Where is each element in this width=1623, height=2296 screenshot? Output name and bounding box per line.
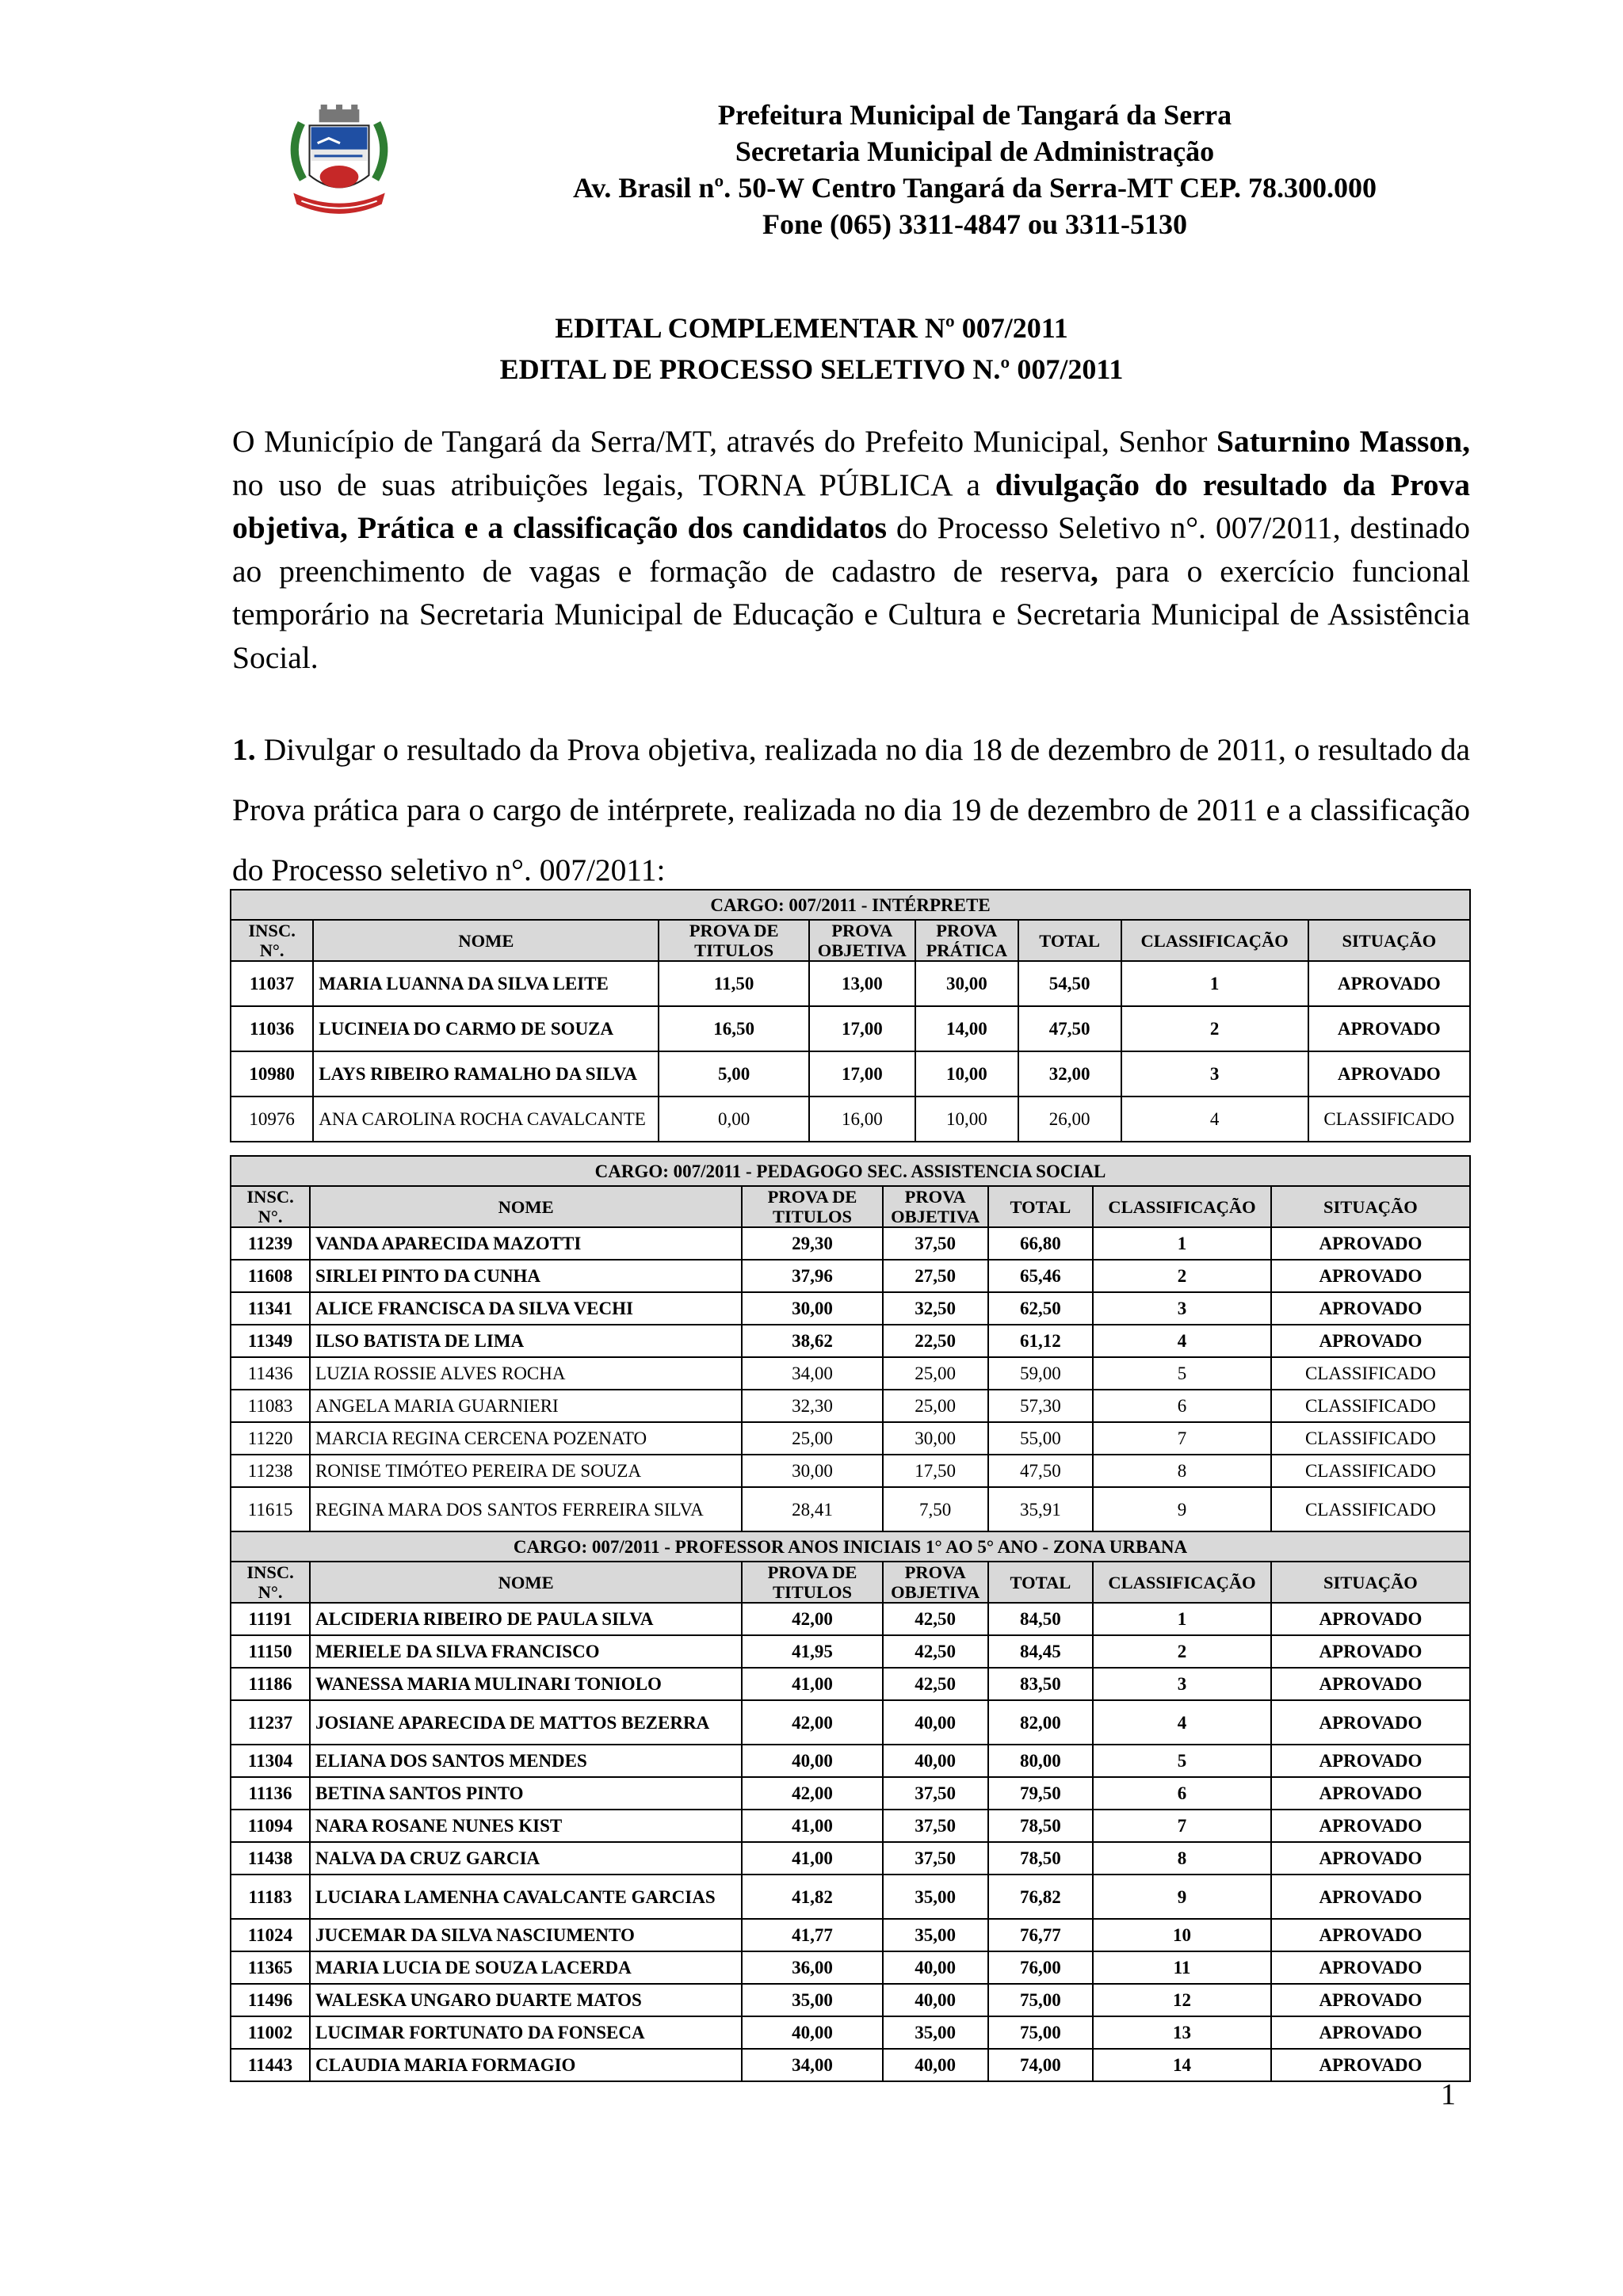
cell-titulos: 40,00: [742, 2016, 883, 2049]
table-row: [231, 1357, 1470, 1390]
cell-titulos: 37,96: [742, 1260, 883, 1292]
col-pratica: PROVA PRÁTICA: [915, 920, 1018, 961]
cell-objetiva: 35,00: [883, 1919, 988, 1951]
document-titles: [0, 307, 1623, 390]
cell-insc: 10976: [231, 1097, 313, 1142]
table-row: [231, 1984, 1470, 2016]
cell-situacao: APROVADO: [1271, 1325, 1470, 1357]
cell-nome: LUCIARA LAMENHA CAVALCANTE GARCIAS: [310, 1875, 742, 1919]
cell-total: 59,00: [988, 1357, 1094, 1390]
cell-objetiva: 35,00: [883, 1875, 988, 1919]
cell-class: 5: [1093, 1745, 1271, 1777]
col-situacao: SITUAÇÃO: [1271, 1562, 1470, 1603]
cell-objetiva: 40,00: [883, 1745, 988, 1777]
letterhead: [333, 97, 1617, 242]
cell-class: 7: [1093, 1422, 1271, 1455]
table-row: [231, 1227, 1470, 1260]
cell-insc: 11150: [231, 1635, 310, 1668]
cell-nome: ILSO BATISTA DE LIMA: [310, 1325, 742, 1357]
col-classificacao: CLASSIFICAÇÃO: [1093, 1186, 1271, 1227]
letterhead-line-1: Prefeitura Municipal de Tangará da Serra: [717, 99, 1232, 131]
table-row: [231, 1745, 1470, 1777]
cell-class: 3: [1093, 1292, 1271, 1325]
col-objetiva: PROVA OBJETIVA: [883, 1562, 988, 1603]
table-row: [231, 1810, 1470, 1842]
cell-objetiva: 40,00: [883, 2049, 988, 2081]
cell-nome: ALCIDERIA RIBEIRO DE PAULA SILVA: [310, 1603, 742, 1635]
cell-total: 78,50: [988, 1810, 1094, 1842]
cell-insc: 11608: [231, 1260, 310, 1292]
cell-titulos: 41,82: [742, 1875, 883, 1919]
cell-total: 61,12: [988, 1325, 1094, 1357]
cell-nome: MERIELE DA SILVA FRANCISCO: [310, 1635, 742, 1668]
cell-titulos: 5,00: [659, 1051, 808, 1097]
cell-class: 12: [1093, 1984, 1271, 2016]
intro-paragraph: [232, 420, 1470, 679]
cell-nome: MARIA LUANNA DA SILVA LEITE: [313, 961, 659, 1006]
cell-total: 55,00: [988, 1422, 1094, 1455]
table-row: [231, 1668, 1470, 1700]
col-situacao: SITUAÇÃO: [1308, 920, 1470, 961]
cell-class: 1: [1093, 1603, 1271, 1635]
cell-class: 14: [1093, 2049, 1271, 2081]
cell-situacao: APROVADO: [1271, 1227, 1470, 1260]
col-classificacao: CLASSIFICAÇÃO: [1121, 920, 1308, 961]
table-row: [231, 1422, 1470, 1455]
table-row: [231, 1292, 1470, 1325]
cell-insc: 11239: [231, 1227, 310, 1260]
cell-objetiva: 16,00: [809, 1097, 915, 1142]
cell-titulos: 0,00: [659, 1097, 808, 1142]
cell-titulos: 25,00: [742, 1422, 883, 1455]
col-total: TOTAL: [1018, 920, 1121, 961]
cell-insc: 11615: [231, 1487, 310, 1531]
cell-objetiva: 40,00: [883, 1700, 988, 1745]
cell-nome: ALICE FRANCISCA DA SILVA VECHI: [310, 1292, 742, 1325]
cell-pratica: 10,00: [915, 1051, 1018, 1097]
cell-insc: 11443: [231, 2049, 310, 2081]
cell-total: 75,00: [988, 1984, 1094, 2016]
cell-insc: 11186: [231, 1668, 310, 1700]
table-row: [231, 1603, 1470, 1635]
cell-total: 80,00: [988, 1745, 1094, 1777]
table-row: [231, 1951, 1470, 1984]
title-edital-complementar: EDITAL COMPLEMENTAR Nº 007/2011: [555, 312, 1068, 344]
col-titulos: PROVA DE TITULOS: [742, 1562, 883, 1603]
cell-total: 32,00: [1018, 1051, 1121, 1097]
cell-objetiva: 17,50: [883, 1455, 988, 1487]
col-objetiva: PROVA OBJETIVA: [883, 1186, 988, 1227]
cell-insc: 11220: [231, 1422, 310, 1455]
table-row: [231, 1777, 1470, 1810]
cell-insc: 11036: [231, 1006, 313, 1051]
cell-situacao: APROVADO: [1308, 1006, 1470, 1051]
cell-class: 13: [1093, 2016, 1271, 2049]
col-insc: INSC. N°.: [231, 1562, 310, 1603]
cell-situacao: APROVADO: [1308, 1051, 1470, 1097]
cell-nome: LUCINEIA DO CARMO DE SOUZA: [313, 1006, 659, 1051]
cargo-band: CARGO: 007/2011 - INTÉRPRETE: [231, 890, 1470, 920]
cell-total: 76,77: [988, 1919, 1094, 1951]
cell-titulos: 34,00: [742, 1357, 883, 1390]
cell-class: 2: [1121, 1006, 1308, 1051]
cell-objetiva: 30,00: [883, 1422, 988, 1455]
cell-class: 1: [1093, 1227, 1271, 1260]
cell-nome: MARIA LUCIA DE SOUZA LACERDA: [310, 1951, 742, 1984]
cell-situacao: APROVADO: [1271, 1810, 1470, 1842]
cell-nome: ANGELA MARIA GUARNIERI: [310, 1390, 742, 1422]
col-nome: NOME: [310, 1186, 742, 1227]
cell-insc: 11436: [231, 1357, 310, 1390]
letterhead-line-4: Fone (065) 3311-4847 ou 3311-5130: [762, 208, 1187, 240]
title-edital-processo: EDITAL DE PROCESSO SELETIVO N.º 007/2011: [499, 353, 1124, 385]
cell-objetiva: 37,50: [883, 1777, 988, 1810]
cell-pratica: 30,00: [915, 961, 1018, 1006]
table-row: [231, 1842, 1470, 1875]
item-1-paragraph: [232, 719, 1470, 900]
cell-titulos: 30,00: [742, 1455, 883, 1487]
cell-insc: 11237: [231, 1700, 310, 1745]
cell-situacao: APROVADO: [1271, 1745, 1470, 1777]
cell-insc: 10980: [231, 1051, 313, 1097]
cell-objetiva: 13,00: [809, 961, 915, 1006]
col-nome: NOME: [310, 1562, 742, 1603]
cell-situacao: APROVADO: [1271, 1777, 1470, 1810]
cell-class: 10: [1093, 1919, 1271, 1951]
cell-class: 2: [1093, 1635, 1271, 1668]
cell-objetiva: 27,50: [883, 1260, 988, 1292]
cell-insc: 11002: [231, 2016, 310, 2049]
col-total: TOTAL: [988, 1186, 1094, 1227]
cell-objetiva: 42,50: [883, 1668, 988, 1700]
cell-class: 4: [1093, 1325, 1271, 1357]
cell-total: 76,82: [988, 1875, 1094, 1919]
cell-objetiva: 22,50: [883, 1325, 988, 1357]
cell-total: 35,91: [988, 1487, 1094, 1531]
cell-class: 3: [1093, 1668, 1271, 1700]
cell-objetiva: 42,50: [883, 1635, 988, 1668]
cell-situacao: APROVADO: [1271, 1951, 1470, 1984]
cell-nome: LUZIA ROSSIE ALVES ROCHA: [310, 1357, 742, 1390]
cell-titulos: 41,00: [742, 1668, 883, 1700]
cell-total: 79,50: [988, 1777, 1094, 1810]
col-insc: INSC. N°.: [231, 1186, 310, 1227]
cell-titulos: 30,00: [742, 1292, 883, 1325]
cell-insc: 11304: [231, 1745, 310, 1777]
intro-bold-2: divulgação do resultado da Prova objetiva, Prática e a classificação dos candidatos: [232, 467, 1470, 545]
col-objetiva: PROVA OBJETIVA: [809, 920, 915, 961]
cell-titulos: 16,50: [659, 1006, 808, 1051]
table-row: [231, 1051, 1470, 1097]
cell-titulos: 42,00: [742, 1603, 883, 1635]
cell-objetiva: 32,50: [883, 1292, 988, 1325]
cell-insc: 11037: [231, 961, 313, 1006]
col-titulos: PROVA DE TITULOS: [659, 920, 808, 961]
cell-situacao: APROVADO: [1271, 1635, 1470, 1668]
cell-total: 76,00: [988, 1951, 1094, 1984]
table-pedagogo-professor: [230, 1155, 1471, 2082]
cell-class: 11: [1093, 1951, 1271, 1984]
letterhead-line-3: Av. Brasil nº. 50-W Centro Tangará da Serra-MT CEP. 78.300.000: [573, 172, 1377, 204]
cell-situacao: APROVADO: [1271, 1700, 1470, 1745]
cell-nome: VANDA APARECIDA MAZOTTI: [310, 1227, 742, 1260]
cell-total: 84,50: [988, 1603, 1094, 1635]
cell-situacao: CLASSIFICADO: [1271, 1455, 1470, 1487]
cell-objetiva: 17,00: [809, 1006, 915, 1051]
cell-objetiva: 7,50: [883, 1487, 988, 1531]
table-row: [231, 1635, 1470, 1668]
cell-titulos: 41,77: [742, 1919, 883, 1951]
cell-insc: 11136: [231, 1777, 310, 1810]
item-1-number: 1.: [232, 732, 256, 767]
table-row: [231, 1097, 1470, 1142]
table-row: [231, 1006, 1470, 1051]
table-row: [231, 1455, 1470, 1487]
cell-titulos: 41,95: [742, 1635, 883, 1668]
cell-total: 65,46: [988, 1260, 1094, 1292]
cell-nome: CLAUDIA MARIA FORMAGIO: [310, 2049, 742, 2081]
cell-objetiva: 37,50: [883, 1842, 988, 1875]
cell-situacao: APROVADO: [1271, 1292, 1470, 1325]
cell-situacao: APROVADO: [1271, 1919, 1470, 1951]
cell-situacao: APROVADO: [1271, 2049, 1470, 2081]
cell-nome: ELIANA DOS SANTOS MENDES: [310, 1745, 742, 1777]
cell-titulos: 41,00: [742, 1810, 883, 1842]
cell-pratica: 10,00: [915, 1097, 1018, 1142]
cell-objetiva: 35,00: [883, 2016, 988, 2049]
cell-total: 57,30: [988, 1390, 1094, 1422]
cell-situacao: APROVADO: [1271, 1668, 1470, 1700]
table-row: [231, 1260, 1470, 1292]
cell-titulos: 11,50: [659, 961, 808, 1006]
cell-nome: WALESKA UNGARO DUARTE MATOS: [310, 1984, 742, 2016]
cell-insc: 11183: [231, 1875, 310, 1919]
intro-text-2: no uso de suas atribuições legais, TORNA PÚBLICA a: [232, 467, 995, 502]
table-row: [231, 1700, 1470, 1745]
cell-titulos: 28,41: [742, 1487, 883, 1531]
cell-objetiva: 40,00: [883, 1951, 988, 1984]
cell-insc: 11094: [231, 1810, 310, 1842]
cell-insc: 11238: [231, 1455, 310, 1487]
cell-nome: JOSIANE APARECIDA DE MATTOS BEZERRA: [310, 1700, 742, 1745]
table-row: [231, 2016, 1470, 2049]
cell-nome: MARCIA REGINA CERCENA POZENATO: [310, 1422, 742, 1455]
cell-class: 4: [1121, 1097, 1308, 1142]
table-interprete: [230, 889, 1471, 1142]
cargo-band: CARGO: 007/2011 - PROFESSOR ANOS INICIAIS 1° AO 5° ANO - ZONA URBANA: [231, 1531, 1470, 1562]
table-row: [231, 1919, 1470, 1951]
cell-class: 9: [1093, 1875, 1271, 1919]
cell-insc: 11349: [231, 1325, 310, 1357]
cell-insc: 11083: [231, 1390, 310, 1422]
cell-objetiva: 42,50: [883, 1603, 988, 1635]
cargo-band: CARGO: 007/2011 - PEDAGOGO SEC. ASSISTENCIA SOCIAL: [231, 1156, 1470, 1186]
cell-total: 47,50: [988, 1455, 1094, 1487]
cell-total: 75,00: [988, 2016, 1094, 2049]
cell-situacao: APROVADO: [1271, 1984, 1470, 2016]
intro-text-4: para o exercício funcional temporário na Secretaria Municipal de Educação e Cultura e Secretaria Municipal de Assistência Social.: [232, 553, 1470, 675]
cell-nome: RONISE TIMÓTEO PEREIRA DE SOUZA: [310, 1455, 742, 1487]
cell-objetiva: 37,50: [883, 1810, 988, 1842]
cell-titulos: 36,00: [742, 1951, 883, 1984]
cell-nome: ANA CAROLINA ROCHA CAVALCANTE: [313, 1097, 659, 1142]
cell-class: 9: [1093, 1487, 1271, 1531]
cell-nome: REGINA MARA DOS SANTOS FERREIRA SILVA: [310, 1487, 742, 1531]
cell-class: 2: [1093, 1260, 1271, 1292]
col-situacao: SITUAÇÃO: [1271, 1186, 1470, 1227]
cell-situacao: CLASSIFICADO: [1271, 1422, 1470, 1455]
cell-class: 5: [1093, 1357, 1271, 1390]
cell-total: 74,00: [988, 2049, 1094, 2081]
cell-situacao: APROVADO: [1271, 1842, 1470, 1875]
table-row: [231, 961, 1470, 1006]
cell-nome: NARA ROSANE NUNES KIST: [310, 1810, 742, 1842]
cell-total: 66,80: [988, 1227, 1094, 1260]
page-number: 1: [1441, 2078, 1456, 2111]
cell-insc: 11496: [231, 1984, 310, 2016]
table-row: [231, 1325, 1470, 1357]
cell-situacao: APROVADO: [1271, 2016, 1470, 2049]
cell-nome: NALVA DA CRUZ GARCIA: [310, 1842, 742, 1875]
cell-objetiva: 37,50: [883, 1227, 988, 1260]
letterhead-line-2: Secretaria Municipal de Administração: [735, 135, 1215, 167]
cell-titulos: 40,00: [742, 1745, 883, 1777]
cell-total: 47,50: [1018, 1006, 1121, 1051]
cell-nome: BETINA SANTOS PINTO: [310, 1777, 742, 1810]
cell-nome: WANESSA MARIA MULINARI TONIOLO: [310, 1668, 742, 1700]
cell-insc: 11438: [231, 1842, 310, 1875]
cell-titulos: 41,00: [742, 1842, 883, 1875]
cell-class: 7: [1093, 1810, 1271, 1842]
cell-nome: LAYS RIBEIRO RAMALHO DA SILVA: [313, 1051, 659, 1097]
cell-titulos: 29,30: [742, 1227, 883, 1260]
intro-bold-3: ,: [1090, 553, 1098, 589]
cell-situacao: CLASSIFICADO: [1271, 1357, 1470, 1390]
col-nome: NOME: [313, 920, 659, 961]
intro-bold-1: Saturnino Masson,: [1216, 424, 1470, 459]
cell-insc: 11341: [231, 1292, 310, 1325]
item-1-text: Divulgar o resultado da Prova objetiva, realizada no dia 18 de dezembro de 2011, o resultado da Prova prática para o cargo de intérprete, realizada no dia 19 de dezembro de 2011 e a classificação do Processo seletivo n°. 007/2011:: [232, 732, 1470, 887]
cell-nome: LUCIMAR FORTUNATO DA FONSECA: [310, 2016, 742, 2049]
cell-situacao: CLASSIFICADO: [1271, 1390, 1470, 1422]
cell-titulos: 35,00: [742, 1984, 883, 2016]
col-total: TOTAL: [988, 1562, 1094, 1603]
cell-situacao: CLASSIFICADO: [1271, 1487, 1470, 1531]
cell-insc: 11024: [231, 1919, 310, 1951]
table-row: [231, 2049, 1470, 2081]
cell-total: 54,50: [1018, 961, 1121, 1006]
cell-nome: JUCEMAR DA SILVA NASCIUMENTO: [310, 1919, 742, 1951]
table-row: [231, 1390, 1470, 1422]
cell-titulos: 38,62: [742, 1325, 883, 1357]
cell-total: 26,00: [1018, 1097, 1121, 1142]
cell-total: 62,50: [988, 1292, 1094, 1325]
cell-class: 1: [1121, 961, 1308, 1006]
col-titulos: PROVA DE TITULOS: [742, 1186, 883, 1227]
cell-class: 6: [1093, 1777, 1271, 1810]
cell-titulos: 42,00: [742, 1700, 883, 1745]
cell-situacao: APROVADO: [1271, 1260, 1470, 1292]
cell-class: 8: [1093, 1455, 1271, 1487]
cell-situacao: APROVADO: [1271, 1603, 1470, 1635]
cell-total: 83,50: [988, 1668, 1094, 1700]
cell-class: 4: [1093, 1700, 1271, 1745]
table-row: [231, 1487, 1470, 1531]
cell-nome: SIRLEI PINTO DA CUNHA: [310, 1260, 742, 1292]
table-row: [231, 1875, 1470, 1919]
cell-pratica: 14,00: [915, 1006, 1018, 1051]
cell-objetiva: 40,00: [883, 1984, 988, 2016]
cell-class: 6: [1093, 1390, 1271, 1422]
cell-objetiva: 17,00: [809, 1051, 915, 1097]
cell-insc: 11365: [231, 1951, 310, 1984]
cell-class: 8: [1093, 1842, 1271, 1875]
cell-objetiva: 25,00: [883, 1390, 988, 1422]
cell-total: 82,00: [988, 1700, 1094, 1745]
cell-titulos: 42,00: [742, 1777, 883, 1810]
cell-situacao: CLASSIFICADO: [1308, 1097, 1470, 1142]
col-insc: INSC. N°.: [231, 920, 313, 961]
cell-situacao: APROVADO: [1271, 1875, 1470, 1919]
cell-total: 78,50: [988, 1842, 1094, 1875]
cell-total: 84,45: [988, 1635, 1094, 1668]
cell-titulos: 32,30: [742, 1390, 883, 1422]
intro-text-1: O Município de Tangará da Serra/MT, através do Prefeito Municipal, Senhor: [232, 424, 1217, 459]
cell-class: 3: [1121, 1051, 1308, 1097]
cell-situacao: APROVADO: [1308, 961, 1470, 1006]
cell-titulos: 34,00: [742, 2049, 883, 2081]
col-classificacao: CLASSIFICAÇÃO: [1093, 1562, 1271, 1603]
intro-text-3: do Processo Seletivo n°. 007/2011, destinado ao preenchimento de vagas e formação de cadastro de reserva: [232, 510, 1470, 589]
cell-objetiva: 25,00: [883, 1357, 988, 1390]
cell-insc: 11191: [231, 1603, 310, 1635]
